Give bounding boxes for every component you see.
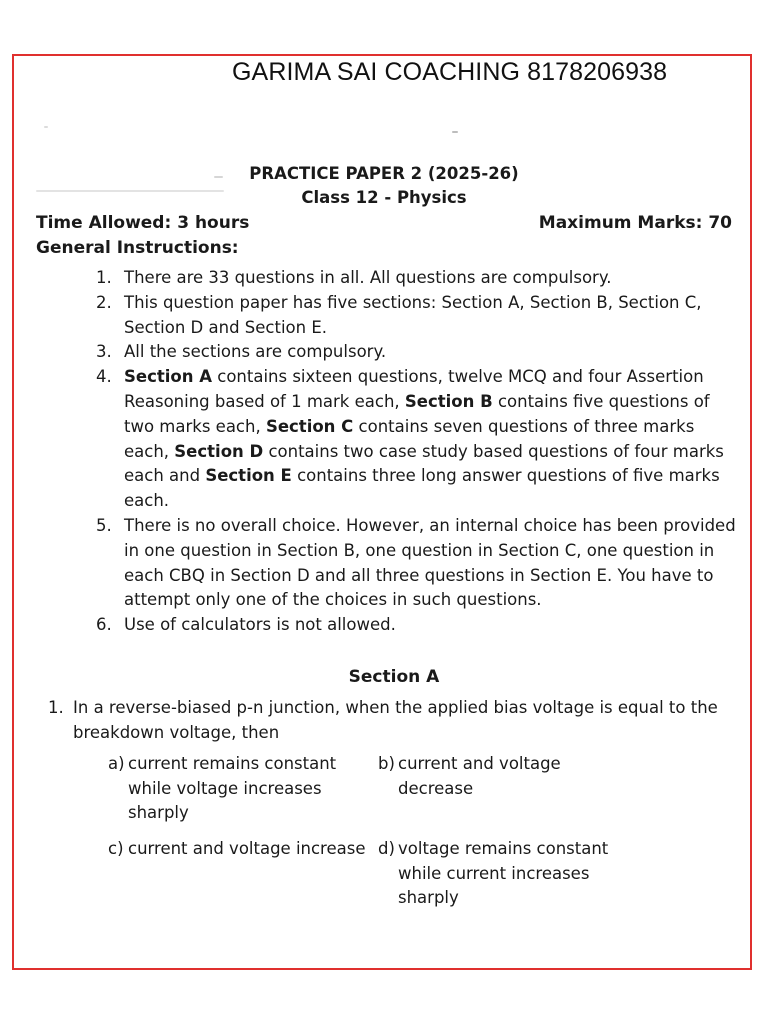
instruction-segment: All the sections are compulsory.	[124, 342, 387, 362]
option-c	[108, 837, 368, 862]
general-instructions-heading: General Instructions:	[36, 238, 239, 258]
option-text: current remains constant while voltage increases sharply	[128, 754, 337, 822]
instruction-number: 4.	[96, 367, 112, 387]
option-text: voltage remains constant while current increases sharply	[398, 839, 609, 907]
option-b	[378, 752, 638, 801]
instruction-item	[96, 613, 736, 638]
instruction-number: 1.	[96, 268, 112, 287]
section-name-bold: Section E	[205, 466, 292, 486]
instruction-item	[96, 340, 736, 365]
section-name-bold: Section C	[265, 416, 354, 436]
instruction-number: 2.	[96, 292, 112, 312]
instruction-segment: There are 33 questions in all. All questions are compulsory.	[124, 268, 612, 287]
instruction-segment: contains seven questions of three marks each,	[124, 416, 695, 461]
option-label: c)	[108, 839, 124, 858]
option-text: current and voltage decrease	[398, 754, 561, 798]
instruction-item	[96, 365, 736, 514]
instruction-text	[124, 291, 736, 341]
question-text: In a reverse-biased p-n junction, when the applied bias voltage is equal to the breakdown voltage, then	[73, 698, 718, 742]
instruction-text	[124, 613, 736, 638]
instruction-number: 3.	[96, 342, 112, 362]
maximum-marks: Maximum Marks: 70	[538, 213, 732, 233]
section-name-bold: Section A	[124, 367, 212, 387]
instruction-segment: There is no overall choice. However, an internal choice has been provided in one question in Section B, one question in Section C, one question in each CBQ in Section D and all three questions in Section E. You have to attempt only one of the choices in such questions.	[124, 515, 736, 610]
instruction-text	[124, 266, 736, 291]
section-a-heading: Section A	[348, 667, 440, 687]
instruction-number: 5.	[96, 515, 112, 535]
instruction-segment: contains sixteen questions, twelve MCQ and four Assertion Reasoning based of 1 mark each,	[124, 367, 704, 411]
instruction-text	[124, 365, 736, 514]
section-name-bold: Section D	[174, 441, 264, 461]
instruction-segment: contains three long answer questions of five marks each.	[124, 466, 720, 511]
option-text: current and voltage increase	[128, 839, 366, 858]
paper-title: PRACTICE PAPER 2 (2025-26)	[249, 164, 519, 183]
instruction-text	[124, 340, 736, 365]
instruction-segment: contains five questions of two marks each,	[124, 391, 710, 436]
instruction-segment: This question paper has five sections: Section A, Section B, Section C, Section D and Section E.	[124, 292, 702, 337]
instruction-item	[96, 514, 736, 613]
option-label: d)	[378, 839, 395, 858]
option-label: a)	[108, 754, 125, 773]
option-d	[378, 837, 638, 911]
instruction-text	[124, 514, 736, 613]
scan-mark	[452, 131, 458, 133]
instruction-number: 6.	[96, 615, 112, 635]
coaching-brand-header: GARIMA SAI COACHING 8178206938	[232, 58, 668, 86]
instruction-segment: contains two case study based questions of four marks each and	[124, 441, 724, 486]
option-label: b)	[378, 754, 395, 773]
question-number: 1.	[48, 698, 64, 717]
instruction-segment: Use of calculators is not allowed.	[124, 615, 396, 635]
instruction-item	[96, 266, 736, 291]
option-a	[108, 752, 368, 826]
scan-mark	[44, 126, 48, 128]
time-allowed: Time Allowed: 3 hours	[36, 213, 250, 233]
question-1	[48, 696, 748, 745]
class-subject: Class 12 - Physics	[301, 188, 467, 207]
instructions-list	[96, 266, 736, 638]
instruction-item	[96, 291, 736, 341]
section-name-bold: Section B	[404, 391, 493, 411]
